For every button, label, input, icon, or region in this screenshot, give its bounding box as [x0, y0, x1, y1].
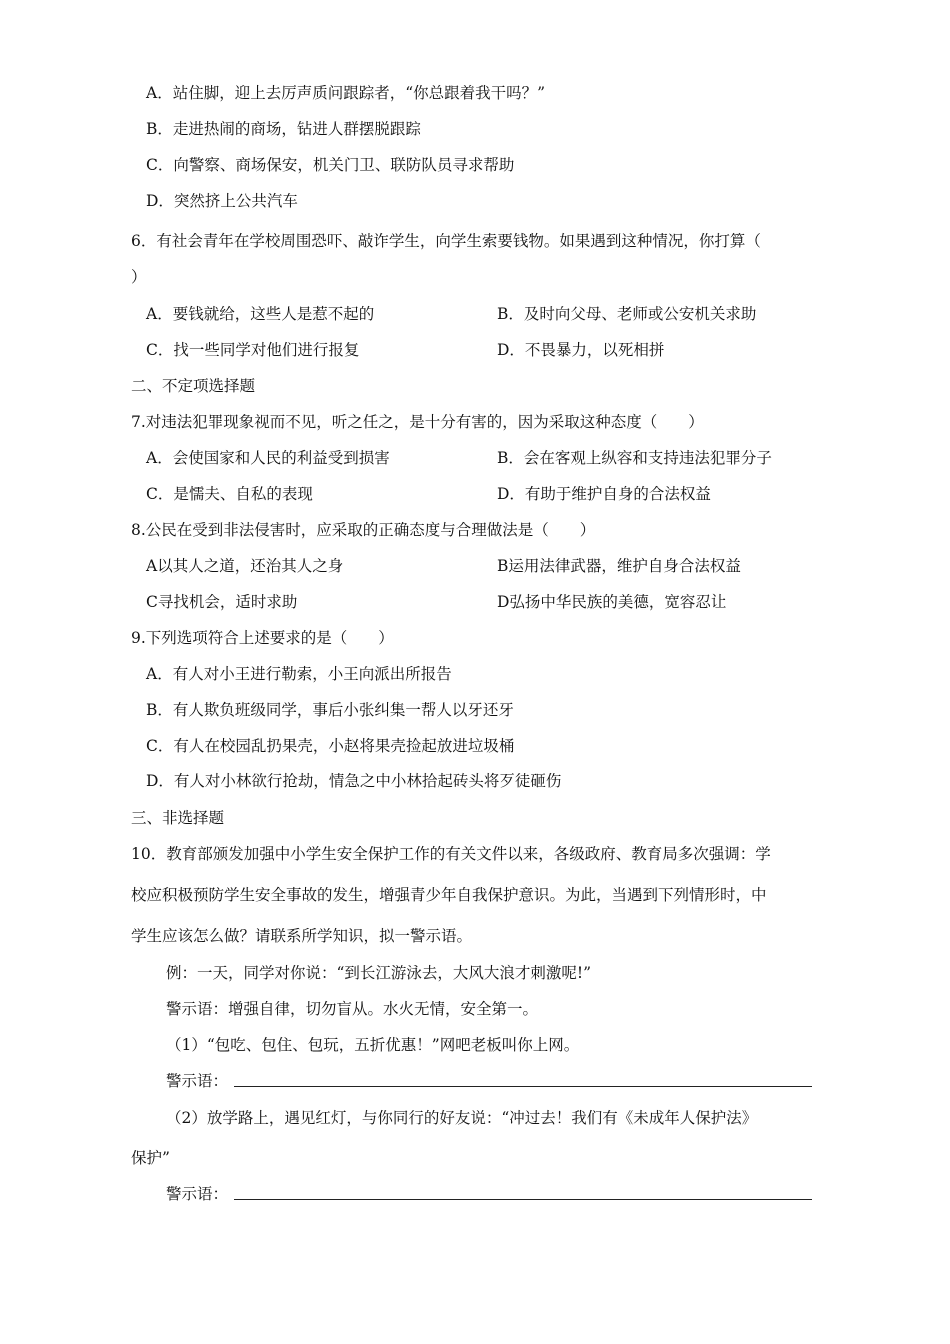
- q6-stem-continued: ）: [131, 268, 147, 286]
- q9-option-d: D．有人对小林欲行抢劫，情急之中小林拾起砖头将歹徒砸伤: [146, 772, 562, 790]
- q10-answer-line-1[interactable]: [234, 1086, 812, 1087]
- q10-answer-line-2[interactable]: [234, 1199, 812, 1200]
- q6-option-b: B．及时向父母、老师或公安机关求助: [497, 305, 757, 323]
- q8-option-c: C寻找机会，适时求助: [146, 593, 298, 611]
- q9-option-b: B．有人欺负班级同学，事后小张纠集一帮人以牙还牙: [146, 701, 514, 719]
- q6-stem: 6．有社会青年在学校周围恐吓、敲诈学生，向学生索要钱物。如果遇到这种情况，你打算（: [131, 232, 761, 250]
- q6-option-a: A．要钱就给，这些人是惹不起的: [146, 305, 375, 323]
- section-heading-non-choice: 三、非选择题: [131, 809, 225, 827]
- q10-stem-line-3: 学生应该怎么做？请联系所学知识，拟一警示语。: [131, 927, 473, 945]
- q9-stem: 9.下列选项符合上述要求的是（ ）: [131, 629, 394, 647]
- q8-option-d: D弘扬中华民族的美德，宽容忍让: [497, 593, 727, 611]
- q8-stem: 8.公民在受到非法侵害时，应采取的正确态度与合理做法是（ ）: [131, 521, 596, 539]
- q9-option-c: C．有人在校园乱扔果壳，小赵将果壳捡起放进垃圾桶: [146, 737, 515, 755]
- q10-example: 例：一天，同学对你说：“到长江游泳去，大风大浪才刺激呢!”: [166, 964, 592, 982]
- q7-option-b: B．会在客观上纵容和支持违法犯罪分子: [497, 449, 772, 467]
- q10-example-warning: 警示语：增强自律，切勿盲从。水火无情，安全第一。: [166, 1000, 539, 1018]
- q8-option-b: B运用法律武器，维护自身合法权益: [497, 557, 741, 575]
- q7-option-d: D．有助于维护自身的合法权益: [497, 485, 711, 503]
- q10-stem-line-1: 10．教育部颁发加强中小学生安全保护工作的有关文件以来，各级政府、教育局多次强调：学: [131, 845, 771, 863]
- q10-item-2: （2）放学路上，遇见红灯，与你同行的好友说：“冲过去！我们有《未成年人保护法》: [166, 1109, 758, 1127]
- q6-option-d: D．不畏暴力，以死相拼: [497, 341, 665, 359]
- q7-stem: 7.对违法犯罪现象视而不见，听之任之，是十分有害的，因为采取这种态度（ ）: [131, 413, 704, 431]
- q5-option-d: D．突然挤上公共汽车: [146, 192, 298, 210]
- q10-stem-line-2: 校应积极预防学生安全事故的发生，增强青少年自我保护意识。为此，当遇到下列情形时，中: [131, 886, 767, 904]
- q10-item-2-continued: 保护”: [131, 1149, 170, 1167]
- q6-option-c: C．找一些同学对他们进行报复: [146, 341, 360, 359]
- q8-option-a: A以其人之道，还治其人之身: [146, 557, 344, 575]
- q5-option-c: C．向警察、商场保安，机关门卫、联防队员寻求帮助: [146, 156, 515, 174]
- q7-option-c: C．是懦夫、自私的表现: [146, 485, 313, 503]
- q7-option-a: A．会使国家和人民的利益受到损害: [146, 449, 390, 467]
- q5-option-a: A．站住脚，迎上去厉声质问跟踪者，“你总跟着我干吗？”: [146, 84, 546, 102]
- q5-option-b: B．走进热闹的商场，钻进人群摆脱跟踪: [146, 120, 421, 138]
- q10-warning-label-1: 警示语：: [166, 1072, 229, 1090]
- section-heading-multiple-choice: 二、不定项选择题: [131, 377, 256, 395]
- q9-option-a: A．有人对小王进行勒索，小王向派出所报告: [146, 665, 452, 683]
- q10-warning-label-2: 警示语：: [166, 1185, 229, 1203]
- q10-item-1: （1）“包吃、包住、包玩，五折优惠！”网吧老板叫你上网。: [166, 1036, 580, 1054]
